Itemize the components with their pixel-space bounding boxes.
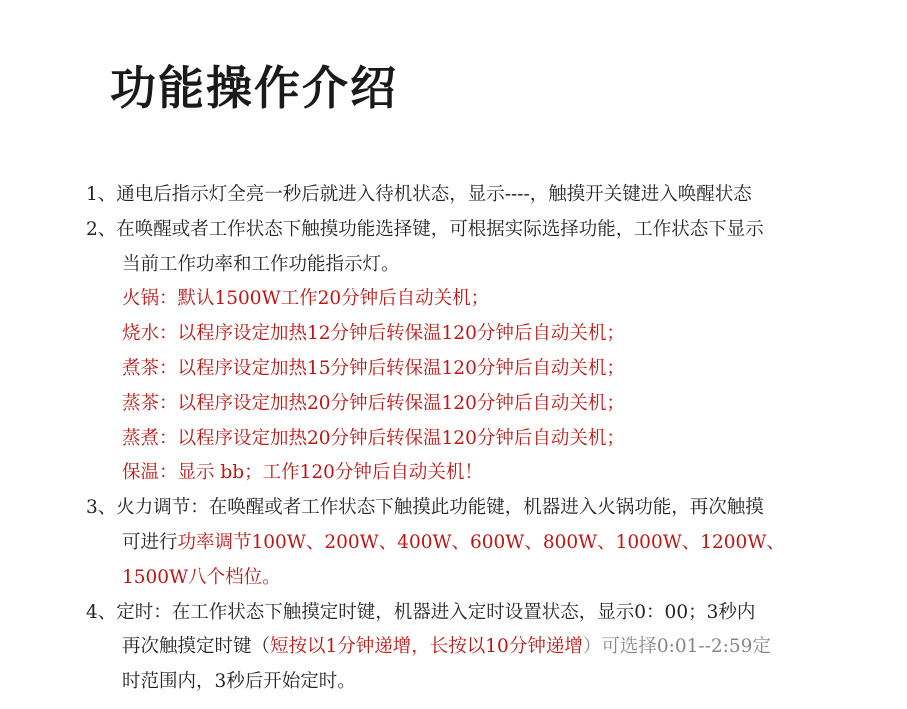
step-4-prefix: 再次触摸定时键（ [122, 636, 271, 658]
power-levels-end: 1500W八个档位。 [122, 566, 281, 588]
step-2-line: 2、在唤醒或者工作状态下触摸功能选择键，可根据实际选择功能，工作状态下显示 [86, 218, 764, 240]
step-1-line: 1、通电后指示灯全亮一秒后就进入待机状态，显示----，触摸开关键进入唤醒状态 [86, 184, 752, 205]
timer-range-text: ）可选择0:01--2:59定 [582, 636, 771, 658]
mode-boil-water: 烧水：以程序设定加热12分钟后转保温120分钟后自动关机； [122, 323, 625, 345]
step-2-continuation: 当前工作功率和工作功能指示灯。 [122, 253, 400, 275]
step-4-end: 时范围内，3秒后开始定时。 [122, 671, 356, 693]
step-3-continuation [86, 526, 886, 561]
page-title: 功能操作介绍 [110, 61, 398, 115]
step-3-prefix: 可进行 [122, 531, 178, 553]
instruction-list [86, 178, 886, 700]
step-3-line: 3、火力调节：在唤醒或者工作状态下触摸此功能键，机器进入火锅功能，再次触摸 [86, 497, 764, 519]
mode-keep-warm: 保温：显示 bb；工作120分钟后自动关机！ [122, 462, 483, 484]
mode-brew-tea: 煮茶：以程序设定加热15分钟后转保温120分钟后自动关机； [122, 357, 625, 379]
timer-increment-text: 短按以1分钟递增，长按以10分钟递增 [270, 636, 583, 658]
mode-steam-tea: 蒸茶：以程序设定加热20分钟后转保温120分钟后自动关机； [122, 392, 625, 414]
power-levels-text: 功率调节100W、200W、400W、600W、800W、1000W、1200W、 [177, 531, 785, 553]
mode-steam-cook: 蒸煮：以程序设定加热20分钟后转保温120分钟后自动关机； [122, 427, 625, 449]
mode-hotpot: 火锅：默认1500W工作20分钟后自动关机； [122, 288, 490, 310]
step-4-line: 4、定时：在工作状态下触摸定时键，机器进入定时设置状态，显示0：00；3秒内 [86, 601, 756, 623]
step-4-continuation [86, 630, 886, 665]
